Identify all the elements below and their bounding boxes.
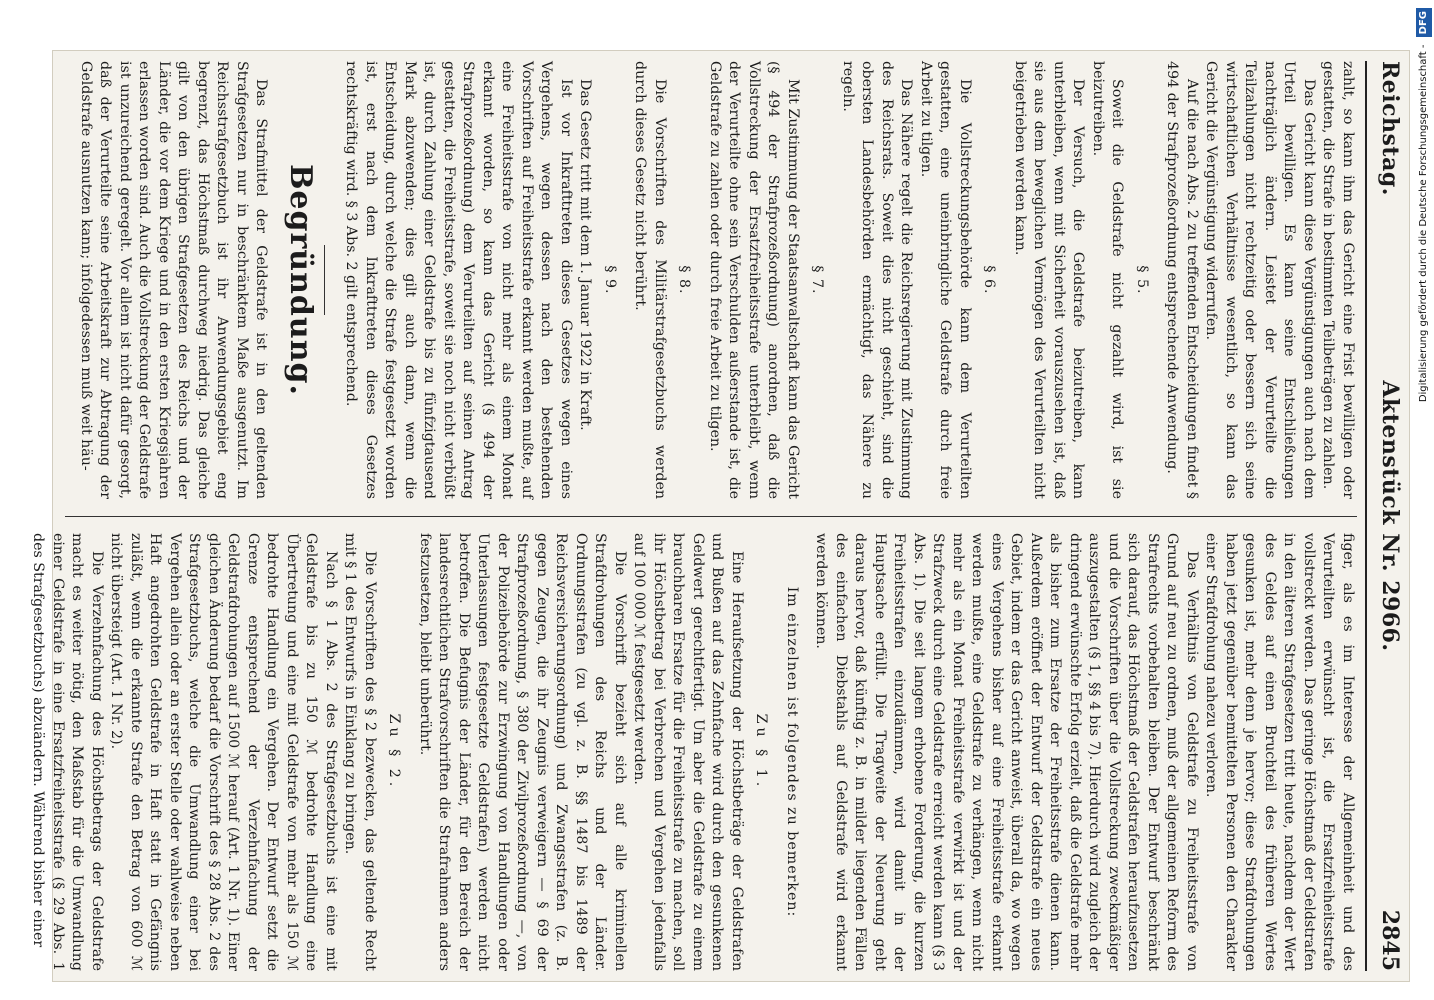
page-header [1365, 61, 1401, 971]
header-title: Aktenstück Nr. 2966. [1377, 380, 1403, 652]
paragraph: Die Vorschrift bezieht sich auf alle kriminellen Strafdrohungen des Reichs und der Länder. Ordnungsstrafen (zu vgl. z. B. §§ 1487 bis 1489 der Reichsversicherungsordnung) und Zwangsstrafen (z. B. gegen Zeugen, die ihr Zeugnis verweigern — § 69 der Strafprozeßordnung, § 380 der Zivilprozeßordnung —, von der Polizeibehörde zur Erzwingung von Handlungen oder Unterlassungen festgesetzte Geldstrafen) werden nicht betroffen. Die Befugnis der Länder, für den Bereich der landesrechtlichen Strafvorschriften die Strafrahmen anders festzusetzen, bleibt unberührt. [417, 533, 628, 971]
paragraph: Das Gericht kann diese Vergünstigungen auch nach dem Urteil bewilligen. Es kann seine Entschließungen nachträglich ändern. Leistet der Verurteilte die Teilzahlungen nicht rechtzeitig oder bessern sich seine wirtschaftlichen Verhältnisse wesentlich, so kann das Gericht die Vergünstigung widerrufen. [1203, 61, 1317, 499]
document-page [30, 51, 1409, 981]
paragraph: Das Nähere regelt die Reichsregierung mit Zustimmung des Reichsrats. Soweit dies nicht geschieht, sind die obersten Landesbehörden ermächtigt, das Nähere zu regeln. [840, 61, 915, 499]
begruendung-heading: Begründung. [283, 164, 318, 396]
section-heading-6: § 6. [981, 265, 998, 295]
section-rule [324, 245, 325, 315]
section-heading-5: § 5. [1134, 265, 1150, 295]
intro-line: Im einzelnen ist folgendes zu bemerken: [784, 586, 800, 918]
header-left: Reichstag. [1377, 61, 1403, 196]
paragraph: figer, als es im Interesse der Allgemeinheit und des Verurteilten erwünscht ist, die Ersatzfreiheitsstrafe vollstreckt werden. Das geringe Höchstmaß der Geldstrafen in den älteren Strafgesetzen tritt heute, nachdem der Wert des Geldes auf einen Bruchteil des früheren Wertes gesunken ist, mehr denn je hervor; diese Strafdrohungen haben jetzt gegenüber bemittelten Personen den Charakter einer Strafdrohung nahezu verloren. [1203, 533, 1356, 971]
credit-text: Digitalisierung gefördert durch die Deutsche Forschungsgemeinschaft - [1418, 44, 1429, 403]
paragraph: Die Vollstreckungsbehörde kann dem Verurteilten gestatten, eine uneinbringliche Geldstrafe durch freie Arbeit zu tilgen. [918, 61, 973, 499]
paragraph: Nach § 1 Abs. 2 des Strafgesetzbuchs ist eine mit Geldstrafe bis zu 150 ℳ bedrohte Handlung eine Übertretung und eine mit Geldstrafe von mehr als 150 ℳ bedrohte Handlung ein Vergehen. Der Entwurf setzt die Grenze entsprechend der Verzehnfachung der Geldstrafdrohungen auf 1500 ℳ herauf (Art. 1 Nr. 1). Einer gleichen Änderung bedarf die Vorschrift des § 28 Abs. 2 des Strafgesetzbuchs, welche die Umwandlung einer bei Vergehen allein oder an erster Stelle oder wahlweise neben Haft angedrohten Geldstrafe in Haft statt in Gefängnis zuläßt, wenn die erkannte Strafe den Betrag von 600 ℳ nicht übersteigt (Art. 1 Nr. 2). [108, 533, 339, 971]
paragraph: Die Vorschriften des Militärstrafgesetzbuchs werden durch dieses Gesetz nicht berührt. [632, 61, 668, 499]
digitization-credit [1416, 8, 1432, 992]
paragraph: Das Strafmittel der Geldstrafe ist in den geltenden Strafgesetzen nur in beschränktem Maße ausgenutzt. Im Reichsstrafgesetzbuch ist ihr Anwendungsgebiet eng begrenzt, das Höchstmaß durchweg niedrig. Das gleiche gilt von den übrigen Strafgesetzen des Reichs und der Länder, die vor dem Kriege und in den ersten Kriegsjahren erlassen worden sind. Auch die Vollstreckung der Geldstrafe ist unzureichend geregelt. Vor allem ist nicht dafür gesorgt, daß der Verurteilte seine Arbeitskraft zur Abtragung der Geldstrafe ausnutzen kann; infolgedessen muß weit häu- [78, 61, 270, 499]
section-heading-7: § 7. [809, 265, 826, 295]
right-column [30, 533, 1357, 971]
section-heading-zu-2: Zu § 2. [386, 713, 403, 791]
paragraph: Das Verhältnis von Geldstrafe zu Freiheitsstrafe von Grund auf neu zu ordnen, muß der allgemeinen Reform des Strafrechts vorbehalten bleiben. Der Entwurf beschränkt sich darauf, das Höchstmaß der Geldstrafen heraufzusetzen und die Vorschriften über die Vollstreckung zweckmäßiger auszugestalten (§ 1, §§ 4 bis 7). Hierdurch wird zugleich der dringend erwünschte Erfolg erzielt, daß die Geldstrafe mehr als bisher zum Ersatze der Freiheitsstrafe dienen kann. Außerdem eröffnet der Entwurf der Geldstrafe ein neues Gebiet, indem er das Gericht anweist, überall da, wo wegen eines Vergehens bisher auf eine Freiheitsstrafe erkannt werden mußte, eine Geldstrafe zu verhängen, wenn nicht mehr als ein Monat Freiheitsstrafe verwirkt ist und der Strafzweck durch eine Geldstrafe erreicht werden kann (§ 3 Abs. 1). Die seit langem erhobene Forderung, die kurzen Freiheitsstrafen einzudämmen, wird damit in der Hauptsache erfüllt. Die Tragweite der Neuerung geht daraus hervor, daß künftig z. B. in milder liegenden Fällen des einfachen Diebstahls auf Geldstrafe wird erkannt werden können. [813, 533, 1200, 971]
section-heading-8: § 8. [676, 265, 693, 295]
paragraph: Das Gesetz tritt mit dem 1. Januar 1922 in Kraft. [577, 79, 594, 431]
paragraph: zahlt, so kann ihm das Gericht eine Frist bewilligen oder gestatten, die Strafe in bestimmten Teilbeträgen zu zahlen. [1320, 61, 1356, 499]
dfg-logo: DFG [1416, 8, 1432, 37]
column-divider [65, 516, 1357, 517]
left-column [65, 61, 1357, 499]
page-number: 2845 [1377, 909, 1403, 971]
paragraph: Der Versuch, die Geldstrafe beizutreiben, kann unterbleiben, wenn mit Sicherheit vorauszusehen ist, daß sie aus dem beweglichen Vermögen des Verurteilten nicht beigetrieben werden kann. [1012, 61, 1087, 499]
paragraph: Ist vor Inkrafttreten dieses Gesetzes wegen eines Vergehens, wegen dessen nach den bestehenden Vorschriften auf Freiheitsstrafe erkannt werden mußte, auf eine Freiheitsstrafe von nicht mehr als einem Monat erkannt worden, so kann das Gericht (§ 494 der Strafprozeßordnung) dem Verurteilten auf seinen Antrag gestatten, die Freiheitsstrafe, soweit sie noch nicht verbüßt ist, durch Zahlung einer Geldstrafe bis zu fünfzigtausend Mark abzuwenden; dies gilt auch dann, wenn die Entscheidung, durch welche die Strafe festgesetzt worden ist, erst nach dem Inkrafttreten dieses Gesetzes rechtskräftig wird. § 3 Abs. 2 gilt entsprechend. [343, 61, 574, 499]
scanned-page [30, 50, 1410, 982]
paragraph: Die Vorschriften des § 2 bezwecken, das geltende Recht mit § 1 des Entwurfs in Einklang zu bringen. [342, 533, 378, 971]
section-heading-zu-1: Zu § 1. [753, 713, 770, 791]
section-heading-9: § 9. [602, 265, 618, 295]
paragraph: Mit Zustimmung der Staatsanwaltschaft kann das Gericht (§ 494 der Strafprozeßordnung) anordnen, daß die Vollstreckung der Ersatzfreiheitsstrafe unterbleibt, wenn der Verurteilte ohne sein Verschulden außerstande ist, die Geldstrafe zu zahlen oder durch freie Arbeit zu tilgen. [707, 61, 801, 499]
paragraph: Auf die nach Abs. 2 zu treffenden Entscheidungen findet § 494 der Strafprozeßordnung entsprechende Anwendung. [1164, 61, 1200, 499]
paragraph: Eine Heraufsetzung der Höchstbeträge der Geldstrafen und Bußen auf das Zehnfache wird durch den gesunkenen Geldwert gerechtfertigt. Um aber die Geldstrafe zu einem brauchbaren Ersatze für die Freiheitsstrafe zu machen, soll ihr Höchstbetrag bei Verbrechen und Vergehen jedenfalls auf 100 000 ℳ festgesetzt werden. [631, 533, 745, 971]
paragraph: Die Verzehnfachung des Höchstbetrags der Geldstrafe macht es weiter nötig, den Maßstab für die Umwandlung einer Geldstrafe in eine Ersatzfreiheitsstrafe (§ 29 Abs. 1 des Strafgesetzbuchs) abzuändern. Während bisher einer [30, 533, 105, 971]
paragraph: Soweit die Geldstrafe nicht gezahlt wird, ist sie beizutreiben. [1090, 61, 1126, 499]
